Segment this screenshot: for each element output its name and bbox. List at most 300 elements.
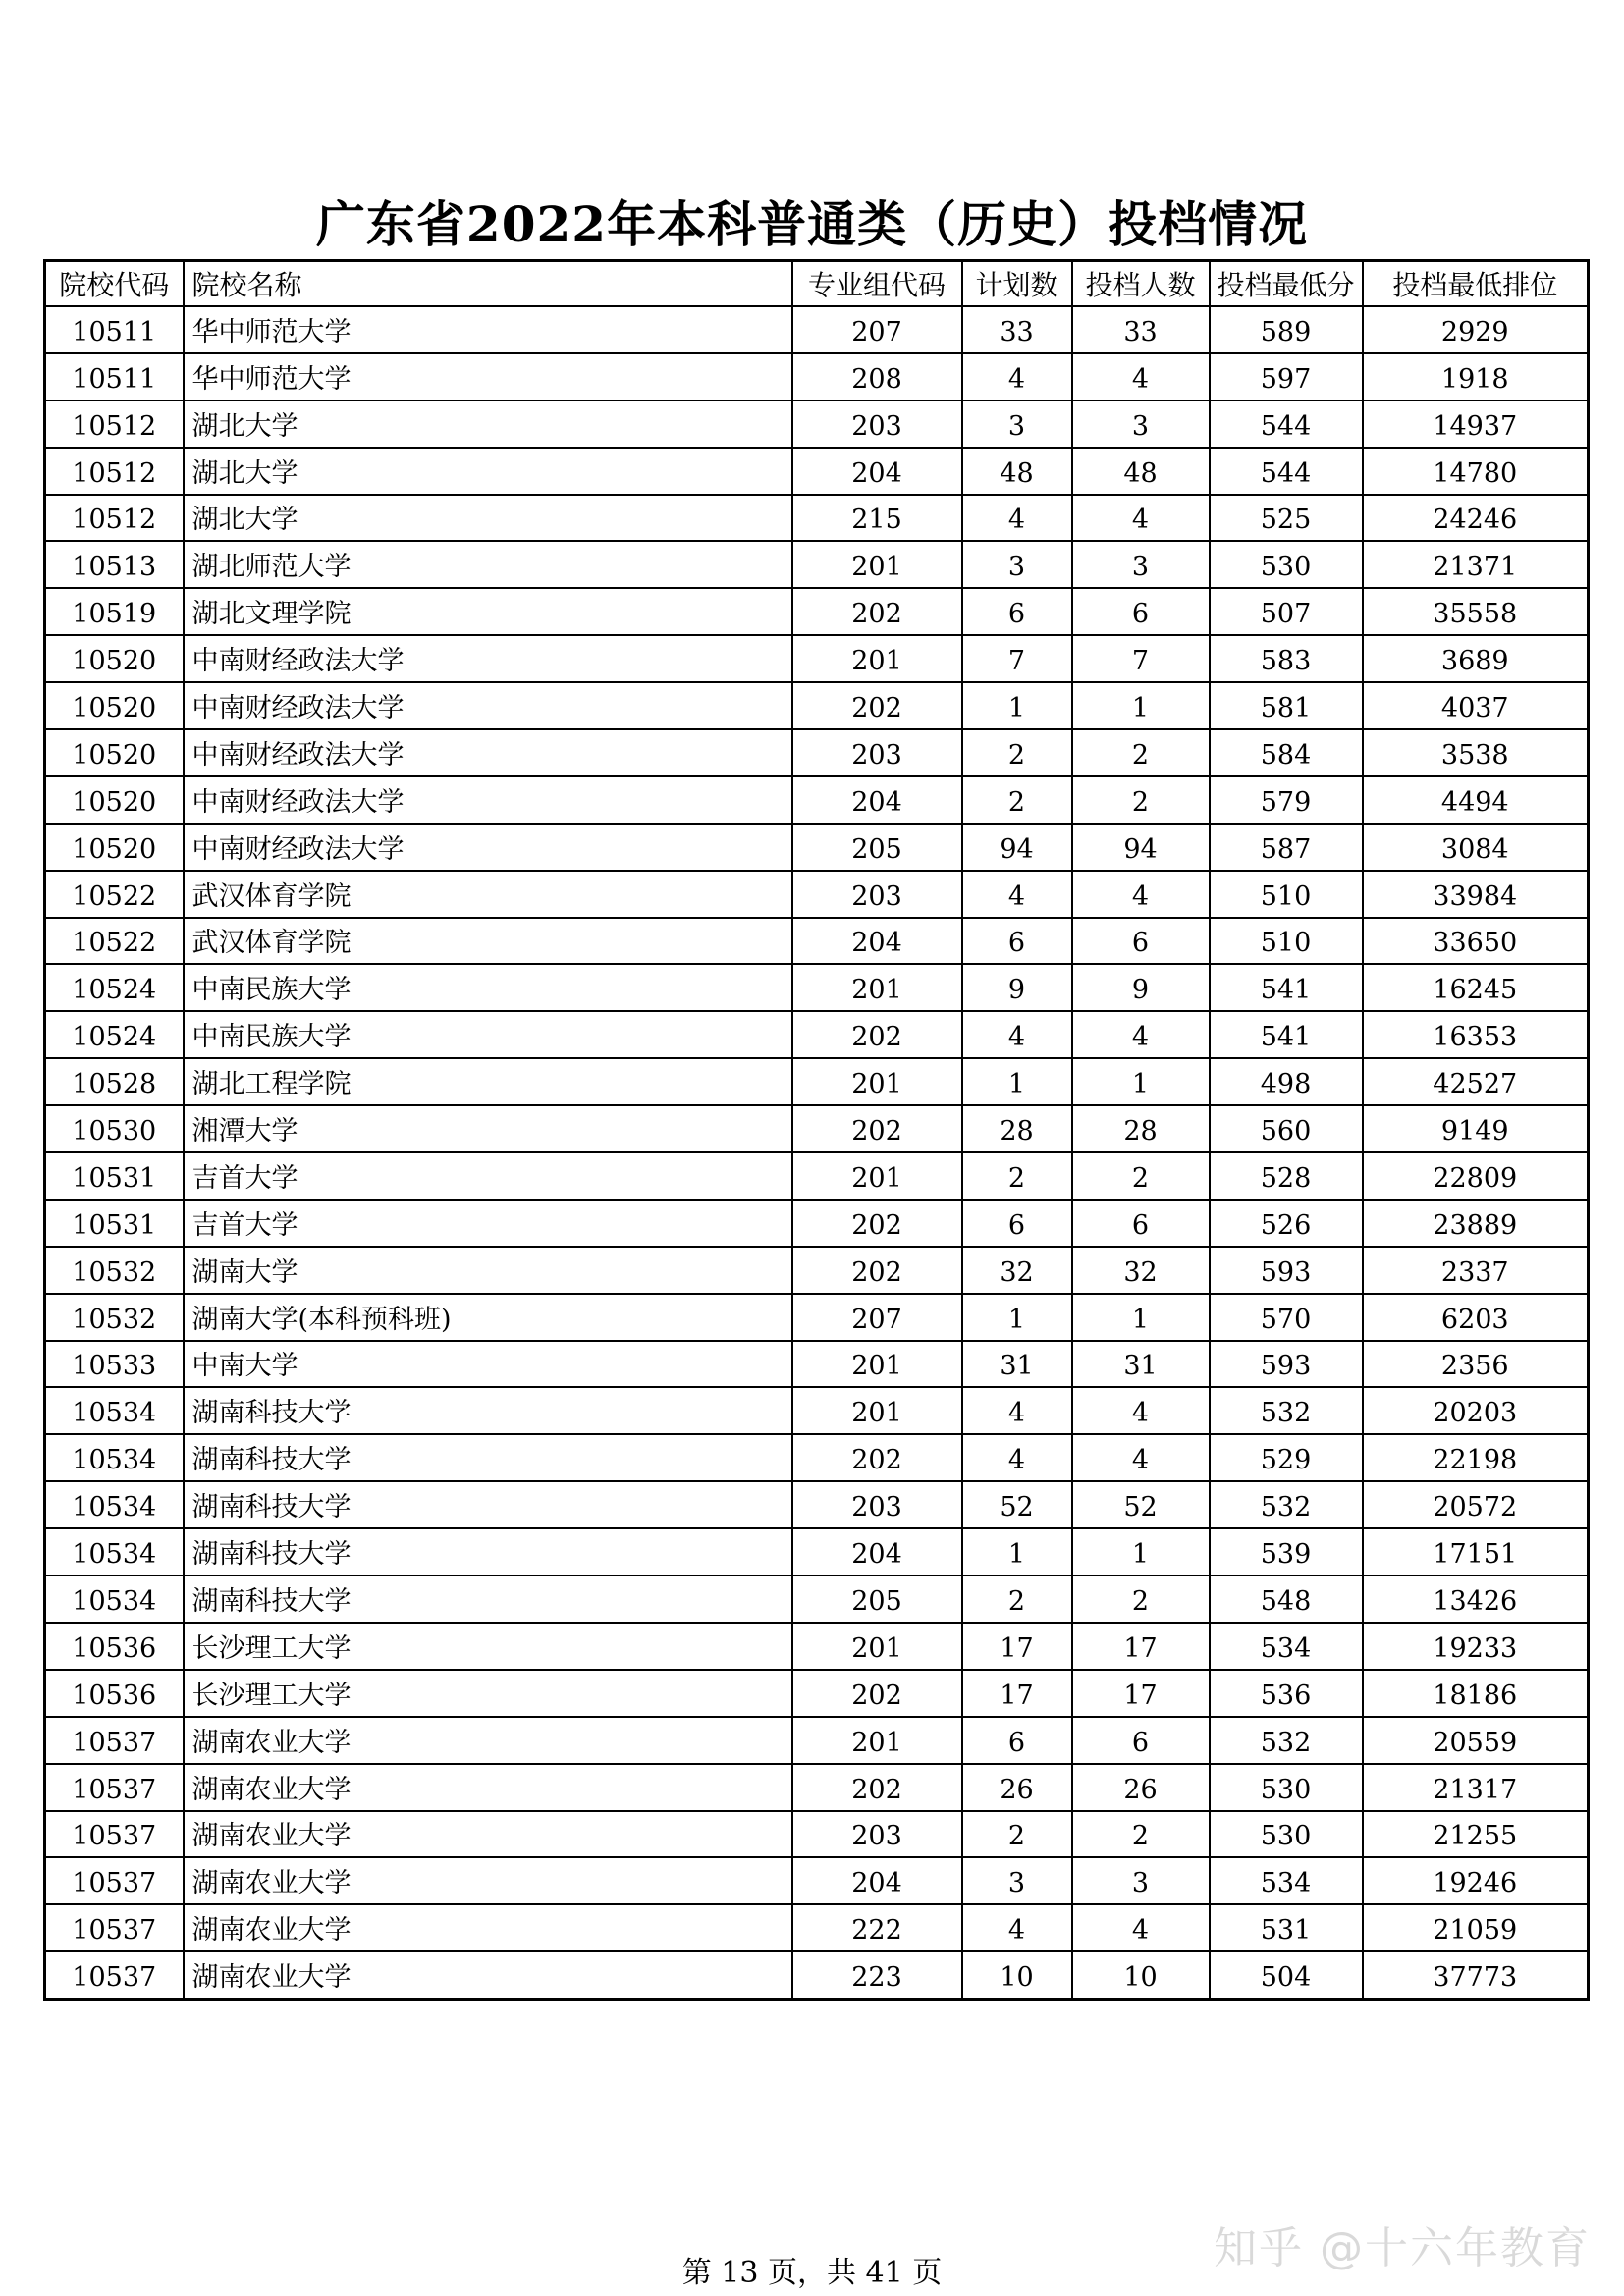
cell-min-score: 498 [1210,1058,1363,1105]
cell-school-code: 10533 [45,1341,184,1388]
cell-admitted-count: 6 [1072,1200,1210,1247]
table-row [45,1811,1589,1858]
cell-min-score: 532 [1210,1481,1363,1528]
table-row [45,1717,1589,1764]
cell-group-code: 203 [792,1481,962,1528]
cell-school-code: 10520 [45,635,184,682]
cell-plan-count: 1 [962,682,1072,729]
header-admitted-count: 投档人数 [1072,261,1210,307]
cell-school-code: 10532 [45,1294,184,1341]
cell-group-code: 222 [792,1904,962,1951]
cell-plan-count: 17 [962,1670,1072,1717]
table-row [45,1857,1589,1904]
table-row [45,588,1589,635]
cell-school-name: 湖北大学 [184,448,792,495]
cell-admitted-count: 9 [1072,964,1210,1011]
cell-school-name: 湖南农业大学 [184,1857,792,1904]
header-school-code: 院校代码 [45,261,184,307]
cell-min-rank: 2356 [1363,1341,1589,1388]
cell-min-rank: 4037 [1363,682,1589,729]
table-row [45,964,1589,1011]
cell-min-rank: 3084 [1363,824,1589,871]
cell-group-code: 201 [792,964,962,1011]
cell-group-code: 203 [792,400,962,448]
cell-min-rank: 20559 [1363,1717,1589,1764]
cell-min-score: 504 [1210,1951,1363,1999]
table-header-row [45,261,1589,307]
cell-min-score: 560 [1210,1105,1363,1152]
cell-school-name: 中南财经政法大学 [184,776,792,824]
cell-group-code: 202 [792,588,962,635]
cell-min-rank: 16353 [1363,1011,1589,1058]
header-min-score: 投档最低分 [1210,261,1363,307]
cell-school-name: 中南财经政法大学 [184,729,792,776]
cell-group-code: 223 [792,1951,962,1999]
cell-group-code: 207 [792,306,962,353]
cell-plan-count: 48 [962,448,1072,495]
cell-admitted-count: 4 [1072,353,1210,400]
cell-admitted-count: 94 [1072,824,1210,871]
cell-group-code: 202 [792,1105,962,1152]
cell-school-name: 湖北文理学院 [184,588,792,635]
cell-school-name: 湖北大学 [184,495,792,542]
cell-group-code: 201 [792,635,962,682]
cell-school-code: 10520 [45,824,184,871]
cell-school-name: 长沙理工大学 [184,1670,792,1717]
cell-min-rank: 21255 [1363,1811,1589,1858]
table-row [45,1904,1589,1951]
cell-admitted-count: 6 [1072,918,1210,965]
cell-group-code: 207 [792,1294,962,1341]
cell-plan-count: 2 [962,1152,1072,1200]
page-footer: 第 13 页，共 41 页 [681,2256,943,2290]
cell-plan-count: 32 [962,1247,1072,1294]
table-row [45,1387,1589,1434]
cell-plan-count: 2 [962,729,1072,776]
table-row [45,448,1589,495]
cell-school-name: 湖南科技大学 [184,1528,792,1575]
header-plan-count: 计划数 [962,261,1072,307]
cell-plan-count: 6 [962,918,1072,965]
table-row [45,1481,1589,1528]
table-row [45,871,1589,918]
cell-min-score: 510 [1210,871,1363,918]
table-row [45,776,1589,824]
cell-min-score: 544 [1210,400,1363,448]
table-row [45,1528,1589,1575]
table-row [45,1951,1589,1999]
cell-min-rank: 14937 [1363,400,1589,448]
cell-admitted-count: 28 [1072,1105,1210,1152]
cell-group-code: 203 [792,729,962,776]
cell-plan-count: 3 [962,400,1072,448]
cell-school-code: 10511 [45,353,184,400]
cell-school-code: 10537 [45,1764,184,1811]
cell-admitted-count: 4 [1072,1434,1210,1481]
cell-admitted-count: 2 [1072,1152,1210,1200]
cell-min-rank: 17151 [1363,1528,1589,1575]
cell-group-code: 204 [792,448,962,495]
cell-plan-count: 4 [962,871,1072,918]
cell-admitted-count: 32 [1072,1247,1210,1294]
cell-min-rank: 9149 [1363,1105,1589,1152]
cell-plan-count: 4 [962,495,1072,542]
cell-min-score: 534 [1210,1857,1363,1904]
cell-school-code: 10511 [45,306,184,353]
cell-group-code: 204 [792,1857,962,1904]
cell-school-code: 10512 [45,400,184,448]
table-row [45,1058,1589,1105]
cell-min-rank: 2929 [1363,306,1589,353]
cell-group-code: 202 [792,1200,962,1247]
cell-group-code: 205 [792,824,962,871]
cell-min-rank: 18186 [1363,1670,1589,1717]
cell-min-rank: 4494 [1363,776,1589,824]
cell-group-code: 202 [792,1764,962,1811]
cell-admitted-count: 6 [1072,588,1210,635]
cell-min-score: 587 [1210,824,1363,871]
cell-min-rank: 19233 [1363,1623,1589,1670]
cell-min-score: 589 [1210,306,1363,353]
cell-admitted-count: 17 [1072,1623,1210,1670]
cell-school-name: 武汉体育学院 [184,918,792,965]
cell-school-code: 10536 [45,1670,184,1717]
admission-table [43,259,1590,2001]
cell-school-name: 中南民族大学 [184,1011,792,1058]
cell-min-rank: 42527 [1363,1058,1589,1105]
cell-min-score: 510 [1210,918,1363,965]
cell-admitted-count: 1 [1072,1058,1210,1105]
cell-admitted-count: 26 [1072,1764,1210,1811]
table-row [45,1670,1589,1717]
cell-admitted-count: 1 [1072,682,1210,729]
cell-school-name: 湖南科技大学 [184,1481,792,1528]
cell-school-name: 湖南大学 [184,1247,792,1294]
cell-min-rank: 19246 [1363,1857,1589,1904]
cell-min-score: 584 [1210,729,1363,776]
cell-plan-count: 94 [962,824,1072,871]
cell-plan-count: 2 [962,1811,1072,1858]
cell-admitted-count: 6 [1072,1717,1210,1764]
cell-min-score: 593 [1210,1247,1363,1294]
cell-plan-count: 3 [962,541,1072,588]
cell-min-score: 526 [1210,1200,1363,1247]
cell-school-name: 湖南农业大学 [184,1904,792,1951]
table-row [45,1623,1589,1670]
cell-plan-count: 9 [962,964,1072,1011]
cell-min-score: 597 [1210,353,1363,400]
table-row [45,1764,1589,1811]
cell-min-rank: 22809 [1363,1152,1589,1200]
cell-min-rank: 33984 [1363,871,1589,918]
cell-school-code: 10519 [45,588,184,635]
cell-school-name: 湖南农业大学 [184,1951,792,1999]
cell-plan-count: 7 [962,635,1072,682]
header-min-rank: 投档最低排位 [1363,261,1589,307]
cell-school-code: 10520 [45,729,184,776]
cell-admitted-count: 2 [1072,729,1210,776]
table-row [45,1575,1589,1623]
cell-school-name: 中南财经政法大学 [184,682,792,729]
cell-school-code: 10531 [45,1200,184,1247]
cell-admitted-count: 2 [1072,1575,1210,1623]
cell-plan-count: 4 [962,353,1072,400]
table-row [45,495,1589,542]
cell-plan-count: 1 [962,1528,1072,1575]
cell-school-name: 华中师范大学 [184,306,792,353]
cell-plan-count: 6 [962,1200,1072,1247]
cell-plan-count: 4 [962,1011,1072,1058]
cell-min-score: 531 [1210,1904,1363,1951]
cell-group-code: 201 [792,1152,962,1200]
cell-min-rank: 23889 [1363,1200,1589,1247]
cell-admitted-count: 52 [1072,1481,1210,1528]
cell-school-name: 湖南大学(本科预科班) [184,1294,792,1341]
cell-admitted-count: 1 [1072,1528,1210,1575]
cell-school-code: 10534 [45,1481,184,1528]
cell-school-name: 中南民族大学 [184,964,792,1011]
cell-school-name: 湖南农业大学 [184,1717,792,1764]
cell-school-code: 10534 [45,1434,184,1481]
cell-min-score: 530 [1210,541,1363,588]
cell-school-code: 10524 [45,964,184,1011]
cell-min-rank: 6203 [1363,1294,1589,1341]
cell-school-code: 10536 [45,1623,184,1670]
cell-school-code: 10520 [45,776,184,824]
cell-min-score: 525 [1210,495,1363,542]
cell-school-name: 湖北大学 [184,400,792,448]
cell-admitted-count: 3 [1072,541,1210,588]
cell-school-code: 10522 [45,871,184,918]
cell-min-rank: 37773 [1363,1951,1589,1999]
watermark-text: 知乎 @十六年教育 [1214,2223,1591,2273]
cell-admitted-count: 1 [1072,1294,1210,1341]
cell-group-code: 215 [792,495,962,542]
cell-admitted-count: 33 [1072,306,1210,353]
cell-min-rank: 13426 [1363,1575,1589,1623]
cell-min-rank: 24246 [1363,495,1589,542]
cell-min-score: 530 [1210,1811,1363,1858]
document-title: 广东省2022年本科普通类（历史）投档情况 [315,195,1309,253]
cell-group-code: 202 [792,1011,962,1058]
cell-school-name: 湖北师范大学 [184,541,792,588]
table-row [45,1200,1589,1247]
cell-plan-count: 17 [962,1623,1072,1670]
cell-school-name: 湖南科技大学 [184,1434,792,1481]
cell-admitted-count: 3 [1072,1857,1210,1904]
cell-admitted-count: 4 [1072,1011,1210,1058]
cell-min-score: 529 [1210,1434,1363,1481]
cell-group-code: 208 [792,353,962,400]
cell-group-code: 201 [792,1387,962,1434]
cell-school-name: 武汉体育学院 [184,871,792,918]
cell-plan-count: 28 [962,1105,1072,1152]
cell-plan-count: 31 [962,1341,1072,1388]
table-row [45,918,1589,965]
cell-plan-count: 52 [962,1481,1072,1528]
cell-school-name: 湖南农业大学 [184,1811,792,1858]
cell-min-rank: 14780 [1363,448,1589,495]
cell-school-name: 湖南科技大学 [184,1387,792,1434]
cell-group-code: 204 [792,918,962,965]
cell-admitted-count: 17 [1072,1670,1210,1717]
cell-school-code: 10512 [45,448,184,495]
cell-min-score: 548 [1210,1575,1363,1623]
cell-plan-count: 1 [962,1294,1072,1341]
cell-school-name: 华中师范大学 [184,353,792,400]
table-row [45,635,1589,682]
cell-admitted-count: 4 [1072,871,1210,918]
cell-group-code: 202 [792,1247,962,1294]
cell-min-rank: 3689 [1363,635,1589,682]
cell-admitted-count: 7 [1072,635,1210,682]
cell-plan-count: 4 [962,1387,1072,1434]
cell-group-code: 201 [792,1341,962,1388]
cell-admitted-count: 4 [1072,1904,1210,1951]
cell-group-code: 201 [792,1717,962,1764]
cell-group-code: 204 [792,1528,962,1575]
cell-admitted-count: 2 [1072,1811,1210,1858]
cell-group-code: 204 [792,776,962,824]
cell-min-rank: 1918 [1363,353,1589,400]
cell-school-name: 长沙理工大学 [184,1623,792,1670]
cell-school-code: 10512 [45,495,184,542]
cell-plan-count: 2 [962,1575,1072,1623]
table-row [45,1341,1589,1388]
cell-school-name: 湖北工程学院 [184,1058,792,1105]
table-row [45,353,1589,400]
cell-school-code: 10528 [45,1058,184,1105]
cell-plan-count: 6 [962,1717,1072,1764]
table-row [45,306,1589,353]
cell-plan-count: 33 [962,306,1072,353]
table-body [45,306,1589,2000]
cell-school-code: 10537 [45,1904,184,1951]
cell-plan-count: 26 [962,1764,1072,1811]
cell-min-score: 581 [1210,682,1363,729]
cell-group-code: 201 [792,1058,962,1105]
cell-school-code: 10530 [45,1105,184,1152]
cell-school-code: 10524 [45,1011,184,1058]
table-row [45,400,1589,448]
cell-school-code: 10532 [45,1247,184,1294]
cell-min-rank: 33650 [1363,918,1589,965]
cell-school-code: 10531 [45,1152,184,1200]
cell-admitted-count: 3 [1072,400,1210,448]
cell-min-score: 579 [1210,776,1363,824]
cell-min-score: 528 [1210,1152,1363,1200]
cell-min-score: 530 [1210,1764,1363,1811]
cell-min-score: 532 [1210,1717,1363,1764]
cell-school-code: 10534 [45,1528,184,1575]
cell-group-code: 201 [792,541,962,588]
cell-plan-count: 1 [962,1058,1072,1105]
cell-school-name: 湖南农业大学 [184,1764,792,1811]
cell-admitted-count: 31 [1072,1341,1210,1388]
cell-group-code: 205 [792,1575,962,1623]
table-row [45,1294,1589,1341]
table-row [45,682,1589,729]
cell-min-score: 593 [1210,1341,1363,1388]
header-group-code: 专业组代码 [792,261,962,307]
cell-school-name: 吉首大学 [184,1200,792,1247]
cell-school-code: 10534 [45,1575,184,1623]
cell-min-rank: 20203 [1363,1387,1589,1434]
table-row [45,729,1589,776]
cell-school-name: 湖南科技大学 [184,1575,792,1623]
cell-admitted-count: 4 [1072,1387,1210,1434]
cell-group-code: 202 [792,682,962,729]
table-row [45,541,1589,588]
cell-group-code: 202 [792,1670,962,1717]
cell-admitted-count: 48 [1072,448,1210,495]
cell-min-score: 532 [1210,1387,1363,1434]
cell-min-rank: 2337 [1363,1247,1589,1294]
table-row [45,1152,1589,1200]
cell-plan-count: 6 [962,588,1072,635]
cell-school-name: 湘潭大学 [184,1105,792,1152]
cell-min-score: 539 [1210,1528,1363,1575]
cell-min-rank: 21317 [1363,1764,1589,1811]
cell-admitted-count: 2 [1072,776,1210,824]
cell-school-code: 10537 [45,1857,184,1904]
table-row [45,1247,1589,1294]
cell-min-rank: 3538 [1363,729,1589,776]
cell-school-code: 10522 [45,918,184,965]
cell-school-name: 中南财经政法大学 [184,824,792,871]
cell-plan-count: 10 [962,1951,1072,1999]
cell-group-code: 201 [792,1623,962,1670]
cell-min-score: 544 [1210,448,1363,495]
cell-min-score: 541 [1210,964,1363,1011]
cell-group-code: 203 [792,871,962,918]
cell-min-rank: 20572 [1363,1481,1589,1528]
cell-school-code: 10537 [45,1717,184,1764]
cell-plan-count: 4 [962,1904,1072,1951]
cell-school-name: 中南财经政法大学 [184,635,792,682]
cell-plan-count: 4 [962,1434,1072,1481]
cell-school-code: 10537 [45,1951,184,1999]
cell-admitted-count: 10 [1072,1951,1210,1999]
cell-school-code: 10520 [45,682,184,729]
cell-plan-count: 2 [962,776,1072,824]
header-school-name: 院校名称 [184,261,792,307]
cell-min-rank: 16245 [1363,964,1589,1011]
cell-group-code: 203 [792,1811,962,1858]
cell-group-code: 202 [792,1434,962,1481]
cell-admitted-count: 4 [1072,495,1210,542]
cell-school-code: 10537 [45,1811,184,1858]
cell-school-name: 中南大学 [184,1341,792,1388]
cell-min-rank: 35558 [1363,588,1589,635]
cell-min-rank: 22198 [1363,1434,1589,1481]
cell-min-score: 536 [1210,1670,1363,1717]
cell-school-code: 10534 [45,1387,184,1434]
cell-min-score: 583 [1210,635,1363,682]
cell-school-name: 吉首大学 [184,1152,792,1200]
table-row [45,1105,1589,1152]
cell-min-score: 541 [1210,1011,1363,1058]
cell-min-score: 570 [1210,1294,1363,1341]
cell-min-rank: 21059 [1363,1904,1589,1951]
cell-min-rank: 21371 [1363,541,1589,588]
table-row [45,1011,1589,1058]
cell-school-code: 10513 [45,541,184,588]
cell-min-score: 534 [1210,1623,1363,1670]
table-row [45,824,1589,871]
cell-min-score: 507 [1210,588,1363,635]
cell-plan-count: 3 [962,1857,1072,1904]
